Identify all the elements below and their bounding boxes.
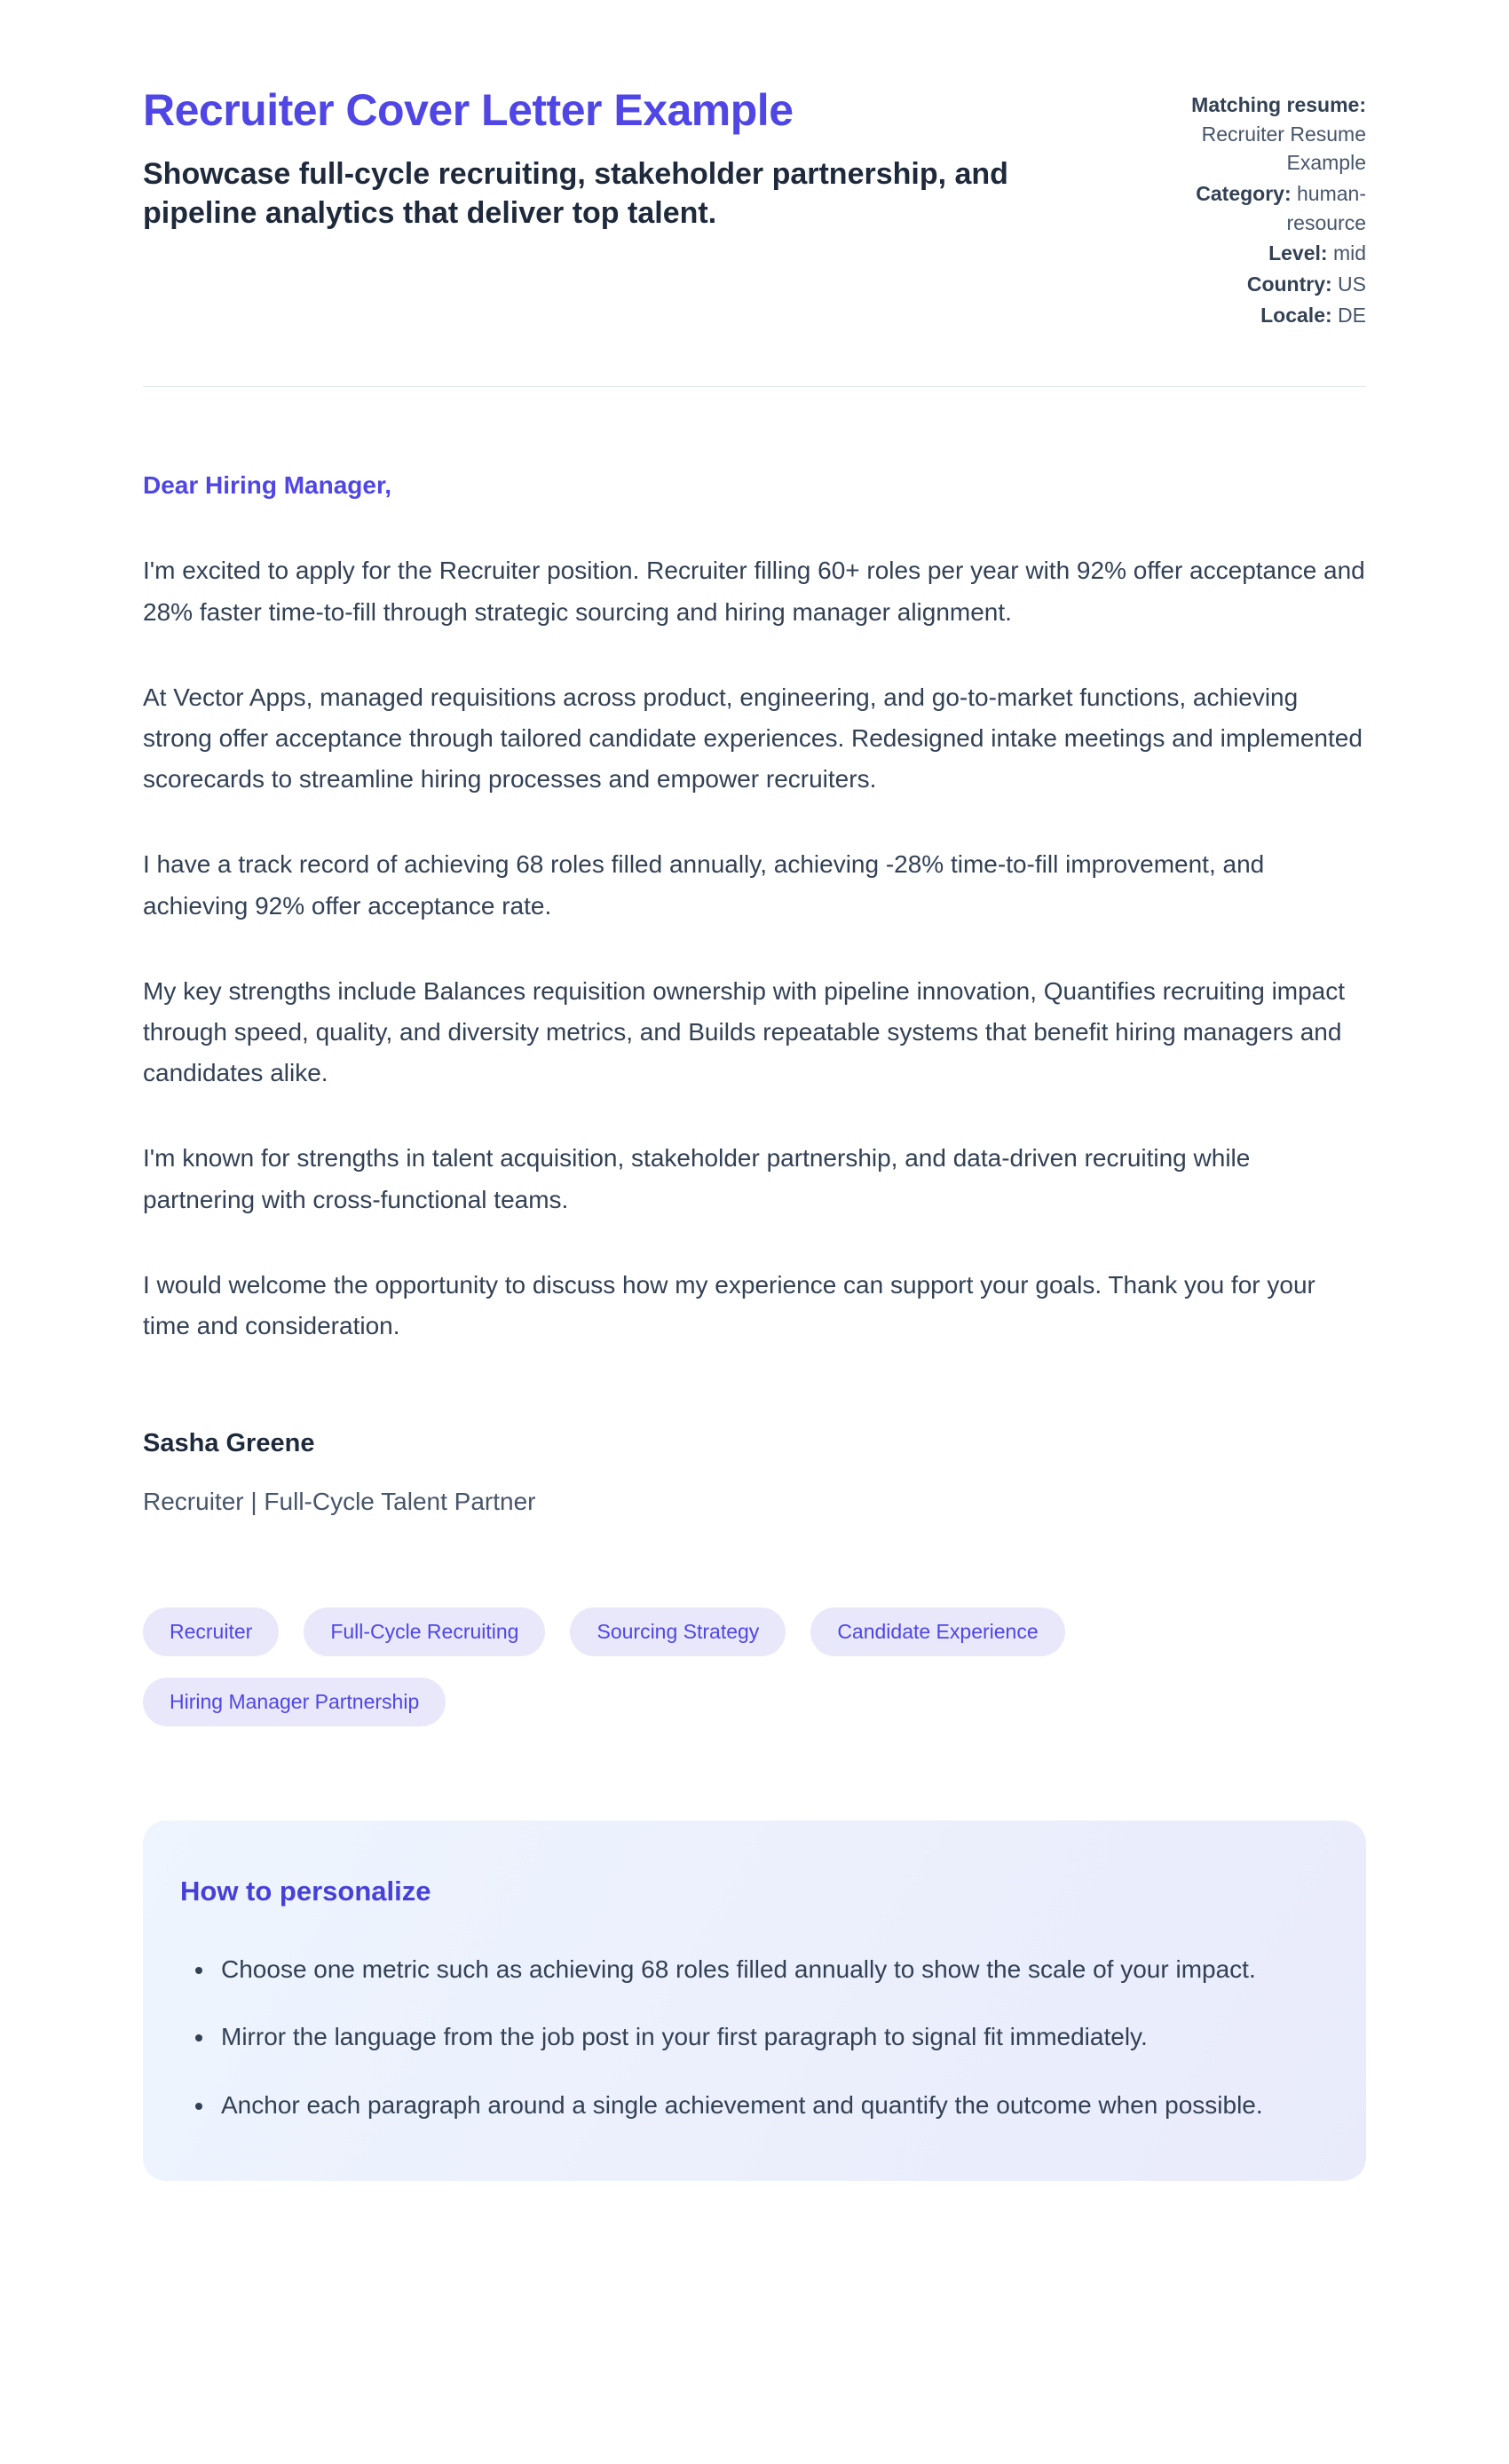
meta-row-matching-resume <box>1142 91 1366 178</box>
tips-card <box>143 1820 1366 2181</box>
signature-block <box>143 1423 1366 1522</box>
tips-item: • Anchor each paragraph around a single achievement and quantify the outcome when possible. <box>216 2085 1316 2126</box>
letter-paragraph: I would welcome the opportunity to discuss how my experience can support your goals. Thank you for your time and consideration. <box>143 1270 1315 1339</box>
tag-chip[interactable]: Candidate Experience <box>810 1607 1064 1656</box>
tips-item: • Mirror the language from the job post in your first paragraph to signal fit immediately. <box>216 2017 1316 2057</box>
meta-row-country <box>1142 270 1366 299</box>
page <box>143 0 1366 2296</box>
tag-chip[interactable]: Recruiter <box>143 1607 279 1656</box>
meta-value: US <box>1338 272 1366 296</box>
letter-paragraph: At Vector Apps, managed requisitions across product, engineering, and go-to-market functions, achieving strong offer acceptance through tailored candidate experiences. Redesigned intake meetings and implemented scorecards to streamline hiring processes and empower recruiters. <box>143 683 1363 794</box>
page-subtitle: Showcase full-cycle recruiting, stakeholder partnership, and pipeline analytics that deliver top talent. <box>143 156 1008 231</box>
meta-value: DE <box>1338 303 1366 327</box>
tag-chip[interactable]: Sourcing Strategy <box>570 1607 786 1656</box>
meta-label: Category: <box>1196 181 1292 205</box>
meta-value: mid <box>1332 241 1366 265</box>
tips-title: How to personalize <box>180 1876 431 1907</box>
meta-row-level <box>1142 239 1366 268</box>
letter-paragraph: My key strengths include Balances requisition ownership with pipeline innovation, Quantifies recruiting impact through speed, quality, and diversity metrics, and Builds repeatable systems that benefit hiring managers and candidates alike. <box>143 976 1346 1087</box>
letter-greeting: Dear Hiring Manager, <box>143 471 392 500</box>
meta-value: Recruiter Resume Example <box>1201 122 1366 175</box>
letter-body <box>143 387 1366 2181</box>
tips-item: • Choose one metric such as achieving 68 roles filled annually to show the scale of your impact. <box>216 1949 1316 1990</box>
letter-paragraph: I'm known for strengths in talent acquisition, stakeholder partnership, and data-driven recruiting while partnering with cross-functional teams. <box>143 1144 1251 1213</box>
meta-row-locale <box>1142 301 1366 330</box>
meta-label: Matching resume: <box>1191 93 1366 116</box>
letter-paragraph: I'm excited to apply for the Recruiter position. Recruiter filling 60+ roles per year with 92% offer acceptance and 28% faster time-to-fill through strategic sourcing and hiring manager alignment. <box>143 557 1365 626</box>
meta-label: Country: <box>1246 272 1332 296</box>
meta-label: Level: <box>1268 241 1328 265</box>
tags-list <box>143 1607 1366 1726</box>
signature-name: Sasha Greene <box>143 1429 315 1458</box>
meta-value: human-resource <box>1286 181 1366 234</box>
tag-chip[interactable]: Full-Cycle Recruiting <box>304 1607 545 1656</box>
tag-chip[interactable]: Hiring Manager Partnership <box>143 1678 446 1726</box>
meta-label: Locale: <box>1260 303 1332 327</box>
page-title: Recruiter Cover Letter Example <box>143 85 794 135</box>
tips-list <box>180 1949 1316 2126</box>
meta-panel <box>1142 85 1366 331</box>
meta-row-category <box>1142 179 1366 237</box>
header <box>143 85 1366 331</box>
signature-role: Recruiter | Full-Cycle Talent Partner <box>143 1487 536 1515</box>
letter-paragraph: I have a track record of achieving 68 roles filled annually, achieving -28% time-to-fill improvement, and achieving 92% offer acceptance rate. <box>143 850 1265 920</box>
title-block <box>143 85 1066 233</box>
